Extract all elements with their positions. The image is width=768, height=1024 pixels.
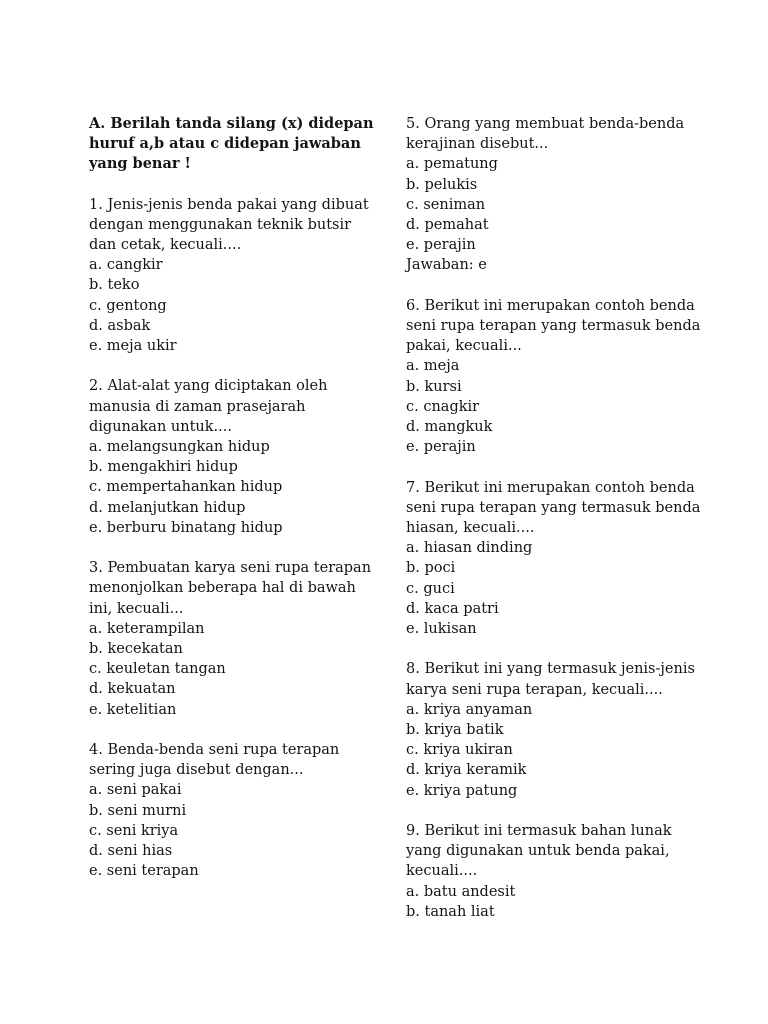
option-e: e. seni terapan	[89, 863, 199, 880]
option-a: a. pematung	[406, 156, 498, 173]
option-b: b. teko	[89, 277, 140, 294]
option-c: c. keuletan tangan	[89, 661, 226, 678]
option-b: b. mengakhiri hidup	[89, 459, 238, 476]
option-d: d. melanjutkan hidup	[89, 499, 246, 516]
option-d: d. seni hias	[89, 843, 173, 860]
option-b: b. pelukis	[406, 176, 478, 193]
option-a: a. meja	[406, 358, 460, 375]
option-e: e. ketelitian	[89, 701, 177, 718]
option-d: d. kriya keramik	[406, 762, 527, 779]
option-d: d. mangkuk	[406, 419, 493, 436]
question-text: 5. Orang yang membuat benda-benda kerajinan disebut...	[406, 116, 685, 153]
option-c: c. seni kriya	[89, 822, 179, 839]
option-b: b. poci	[406, 560, 456, 577]
option-a: a. keterampilan	[89, 620, 205, 637]
option-e: e. perajin	[406, 237, 476, 254]
option-c: c. gentong	[89, 297, 167, 314]
question-text: 7. Berikut ini merupakan contoh benda seni rupa terapan yang termasuk benda hiasan, kecuali....	[406, 479, 701, 537]
option-c: c. seniman	[406, 196, 486, 213]
question-7	[406, 478, 706, 640]
option-b: b. kecekatan	[89, 641, 183, 658]
option-e: e. kriya patung	[406, 782, 518, 799]
question-6	[406, 296, 706, 458]
option-a: a. hiasan dinding	[406, 540, 533, 557]
question-text: 6. Berikut ini merupakan contoh benda seni rupa terapan yang termasuk benda pakai, kecuali...	[406, 297, 701, 355]
option-e: e. berburu binatang hidup	[89, 519, 283, 536]
question-text: 4. Benda-benda seni rupa terapan sering juga disebut dengan...	[89, 742, 340, 779]
option-d: d. asbak	[89, 317, 151, 334]
option-d: d. kaca patri	[406, 600, 499, 617]
question-text: 1. Jenis-jenis benda pakai yang dibuat dengan menggunakan teknik butsir dan cetak, kecuali....	[89, 196, 369, 254]
option-c: c. kriya ukiran	[406, 742, 513, 759]
instruction-heading: A. Berilah tanda silang (x) didepan huruf a,b atau c didepan jawaban yang benar !	[89, 115, 374, 173]
option-c: c. cnagkir	[406, 398, 480, 415]
question-text: 8. Berikut ini yang termasuk jenis-jenis karya seni rupa terapan, kecuali....	[406, 661, 695, 698]
option-b: b. kriya batik	[406, 722, 504, 739]
option-c: c. mempertahankan hidup	[89, 479, 283, 496]
option-d: d. pemahat	[406, 217, 489, 234]
option-b: b. kursi	[406, 378, 462, 395]
answer-key: Jawaban: e	[406, 257, 487, 274]
option-b: b. tanah liat	[406, 903, 495, 920]
option-e: e. perajin	[406, 439, 476, 456]
option-a: a. cangkir	[89, 257, 163, 274]
option-a: a. melangsungkan hidup	[89, 439, 270, 456]
question-8	[406, 659, 706, 800]
option-c: c. guci	[406, 580, 455, 597]
option-a: a. seni pakai	[89, 782, 182, 799]
question-1	[89, 195, 379, 357]
question-9	[406, 821, 706, 922]
question-2	[89, 376, 379, 538]
question-text: 9. Berikut ini termasuk bahan lunak yang digunakan untuk benda pakai, kecuali....	[406, 823, 672, 880]
option-a: a. kriya anyaman	[406, 701, 533, 718]
option-e: e. lukisan	[406, 621, 477, 638]
option-d: d. kekuatan	[89, 681, 176, 698]
question-4	[89, 740, 379, 881]
right-column	[406, 114, 706, 942]
left-column	[89, 114, 379, 902]
question-3	[89, 558, 379, 720]
option-b: b. seni murni	[89, 802, 187, 819]
option-e: e. meja ukir	[89, 338, 177, 355]
question-text: 3. Pembuatan karya seni rupa terapan menonjolkan beberapa hal di bawah ini, kecuali...	[89, 560, 372, 617]
question-5	[406, 114, 706, 276]
question-text: 2. Alat-alat yang diciptakan oleh manusia di zaman prasejarah digunakan untuk....	[89, 378, 328, 435]
option-a: a. batu andesit	[406, 883, 516, 900]
